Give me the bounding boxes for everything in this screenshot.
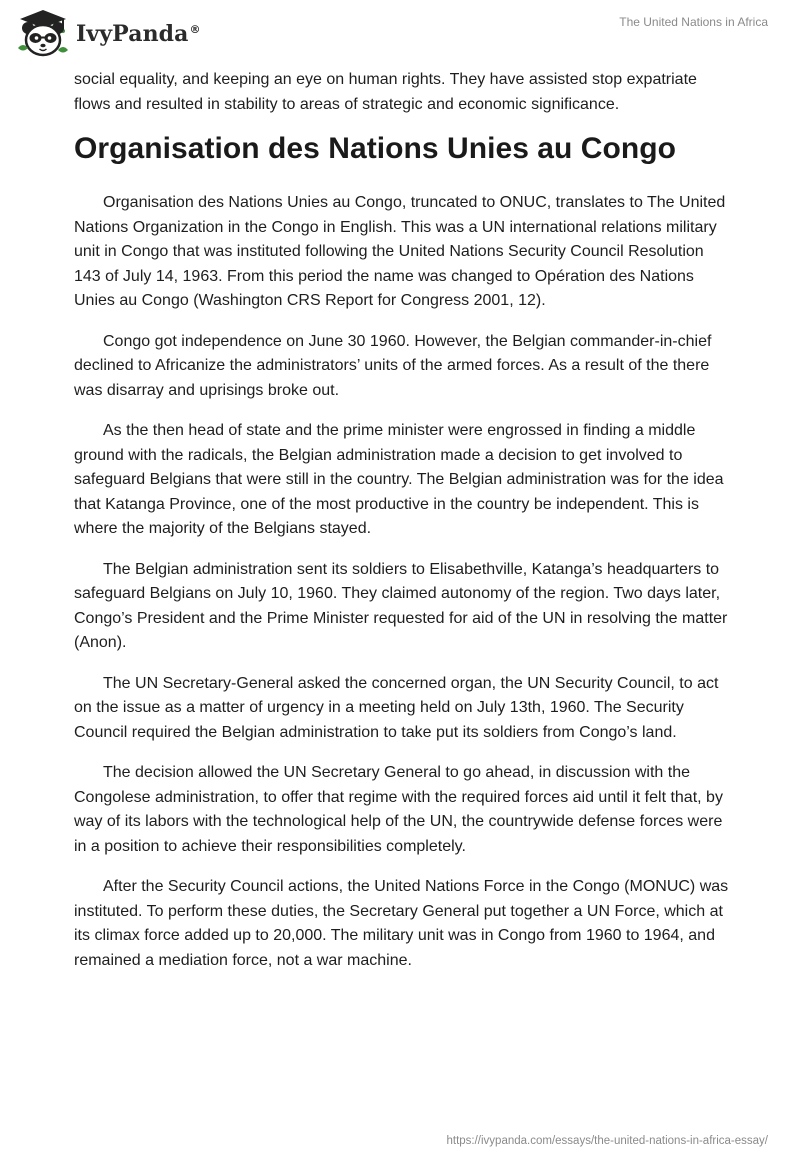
document-title: The United Nations in Africa xyxy=(619,15,768,29)
paragraph-onuc-definition: Organisation des Nations Unies au Congo, truncated to ONUC, translates to The United Nations Organization in the Congo in English. This was a UN international relations military unit in Congo that was instituted following the United Nations Security Council Resolution 143 of July 14, 1963. From this period the name was changed to Opération des Nations Unies au Congo (Washington CRS Report for Congress 2001, 12). xyxy=(74,194,726,309)
paragraph-security-council: The UN Secretary-General asked the concerned organ, the UN Security Council, to act on the issue as a matter of urgency in a meeting held on July 13th, 1960. The Security Council required the Belgian administration to take put its soldiers from Congo’s land. xyxy=(74,674,719,741)
paragraph-un-force: After the Security Council actions, the United Nations Force in the Congo (MONUC) was instituted. To perform these duties, the Secretary General put together a UN Force, which at its climax force added up to 20,000. The military unit was in Congo from 1960 to 1964, and remained a mediation force, not a war machine. xyxy=(74,878,729,969)
paragraph-elisabethville: The Belgian administration sent its soldiers to Elisabethville, Katanga’s headquarters to safeguard Belgians on July 10, 1960. They claimed autonomy of the region. Two days later, Congo’s President and the Prime Minister requested for aid of the UN in resolving the matter (Anon). xyxy=(74,560,728,651)
section-heading: Organisation des Nations Unies au Congo xyxy=(74,132,677,165)
brand-logo[interactable] xyxy=(14,8,201,58)
page-header xyxy=(0,0,800,70)
brand-name xyxy=(76,21,201,47)
paragraph-decision: The decision allowed the UN Secretary General to go ahead, in discussion with the Congolese administration, to offer that regime with the required forces aid until it felt that, by way of its labors with the technological help of the UN, the countrywide defense forces were in a position to achieve their responsibilities completely. xyxy=(74,764,723,855)
intro-paragraph: social equality, and keeping an eye on human rights. They have assisted stop expatriate flows and resulted in stability to areas of strategic and economic significance. xyxy=(74,71,697,113)
paragraph-katanga: As the then head of state and the prime minister were engrossed in finding a middle ground with the radicals, the Belgian administration made a decision to get involved to safeguard Belgians that were still in the country. The Belgian administration was for the idea that Katanga Province, one of the most productive in the country be independent. This is where the majority of the Belgians stayed. xyxy=(74,422,724,537)
source-url-link[interactable]: https://ivypanda.com/essays/the-united-nations-in-africa-essay/ xyxy=(446,1135,768,1147)
panda-graduate-icon xyxy=(14,8,72,58)
registered-mark: ® xyxy=(189,22,201,36)
article-body xyxy=(74,68,734,989)
paragraph-independence: Congo got independence on June 30 1960. However, the Belgian commander-in-chief declined to Africanize the administrators’ units of the armed forces. As a result of the there was disarray and uprisings broke out. xyxy=(74,332,712,399)
brand-name-text: IvyPanda xyxy=(76,21,189,47)
